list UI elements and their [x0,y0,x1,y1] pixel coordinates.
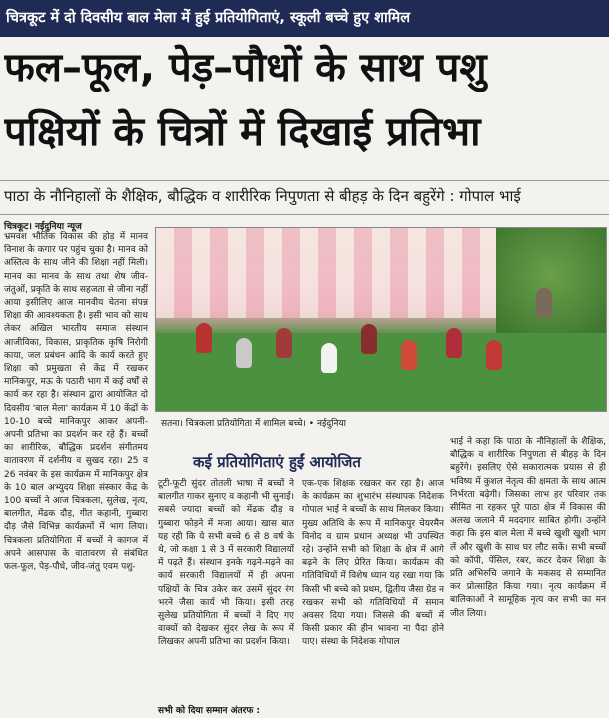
child-figure [401,340,417,370]
subheadline: पाठा के नौनिहालों के शैक्षिक, बौद्धिक व शारीरिक निपुणता से बीहड़ के दिन बहुरेंगे : गोपाल भाई [4,187,521,205]
headline-line-1: फल–फूल, पेड़–पौधों के साथ पशु [4,45,487,91]
news-photo [155,227,607,412]
byline: चित्रकूट। नईदुनिया न्यूज [4,222,82,232]
child-figure [446,328,462,358]
section-heading: कई प्रतियोगिताएं हुईं आयोजित [193,453,361,471]
divider [0,180,609,181]
child-figure [236,338,252,368]
child-figure [276,328,292,358]
child-figure [536,288,552,318]
child-figure [486,340,502,370]
top-strap: चित्रकूट में दो दिवसीय बाल मेला में हुई प्रतियोगिताएं, स्कूली बच्चे हुए शामिल [0,0,609,37]
article-column-1: भ्रमवश भौतिक विकास की होड़ में मानव विनाश के कगार पर पहुंच चुका है। मानव को अस्तित्व के साथ जीने की शिक्षा नहीं मिली। मानव का मानव के साथ तथा शेष जीव-जंतुओं, प्रकृति के साथ सहजता से जीना नहीं आया इसीलिए आज मानवीय चेतना संपन्न शिक्षा की आवश्यकता है। इसी भाव को साथ लेकर अखिल भारतीय समाज संस्थान आजीविका, विकास, प्राकृतिक कृषि निरोगी काया, जल प्रबंधन आदि के कार्य करते हुए शिक्षा को प्रमुखता से केंद्र में रखकर मानिकपुर, मऊ के पठारी भाग में कई वर्षों से कार्य कर रहा है। संस्थान द्वारा आयोजित दो दिवसीय 'बाल मेला' कार्यक्रम में 10 केंद्रों के 10-10 बच्चे मानिकपुर आकर अपनी-अपनी प्रतिभा का प्रदर्शन कर रहे हैं। बच्चों का शारीरिक, बौद्धिक प्रदर्शन संगीतमय वातावरण में दर्शनीय व सुखद रहा। 25 व 26 नवंबर के इस कार्यक्रम में मानिकपुर क्षेत्र के 10 बाल अभ्युदय शिक्षा संस्कार केंद्र के 100 बच्चों ने आज चित्रकला, सुलेख, नृत्य, बालगीत, मेंढक दौड़, गीत कहानी, गुब्बारा दौड़ जैसे विभिन्न कार्यक्रमों में भाग लिया। चित्रकला प्रतियोगिता में बच्चों ने कागज में अपने आसपास के वातावरण से संबंधित फल-फूल, पेड़-पौधे, जीव-जंतु एवम पशु- [4,232,148,573]
child-figure [196,323,212,353]
bottom-subhead: सभी को दिया सम्मान अंतरफ : [158,706,261,716]
divider [0,214,609,215]
article-column-4: भाई ने कहा कि पाठा के नौनिहालों के शैक्षिक, बौद्धिक व शारीरिक निपुणता से बीहड़ के दिन बहुरेंगे। इसलिए ऐसे सकारात्मक प्रयास से ही भविष्य में कुशल नेतृत्व की क्षमता के साथ आत्म निर्भरता बढ़ेगी। जिसका लाभ हर परिवार तक सीमित ना रहकर पूरे पाठा क्षेत्र में विकास की अलख जलाने में मददगार साबित होगी। उन्होंने कहा कि इस बाल मेला में बच्चे खुशी खुशी भाग लें और खुशी के साथ घर लौट सकें। सभी बच्चों को कॉपी, पेंसिल, रबर, कटर देकर शिक्षा के प्रति अभिरुचि जगाने के मकसद से सम्मानित कर प्रोत्साहित किया गया। नृत्य कार्यक्रम में बालिकाओं ने सामूहिक नृत्य कर सभी का मन जीत लिया। [450,437,606,619]
headline-line-2: पक्षियों के चित्रों में दिखाई प्रतिभा [4,109,481,155]
child-figure [321,343,337,373]
article-column-2: टूटी-फूटी सुंदर तोतली भाषा में बच्चों ने बालगीत गाकर सुनाए व कहानी भी सुनाई। सबसे ज्यादा बच्चों को मेंढक दौड़ व गुब्बारा फोड़ने में मजा आया। खास बात यह रही कि ये सभी बच्चे 6 से 8 वर्ष के थे, जो कक्षा 1 से 3 में सरकारी विद्यालयों में पढ़ते हैं। संस्थान इनके गढ़ने-मढ़ने का कार्य सरकारी विद्यालयों में ही अपना पक्षियों के चित्र उकेर कर उसमें सुंदर रंग भरने जैसा कार्य भी किया। इसी तरह सुलेख प्रतियोगिता में बच्चों ने दिए गए वाक्यों को देखकर सुंदर लेख के रूप में लिखकर अपनी प्रतिभा का प्रदर्शन किया। [158,479,294,648]
tree [496,228,606,348]
child-figure [361,324,377,354]
article-column-3: एक-एक शिक्षक रखकर कर रहा है। आज के कार्यक्रम का शुभारंभ संस्थापक निदेशक गोपाल भाई ने बच्चों के साथ मिलकर किया। मुख्य अतिथि के रूप में मानिकपुर चेयरमैन विनोद व ग्राम प्रधान अध्यक्ष भी उपस्थित रहे। उन्होंने सभी को शिक्षा के क्षेत्र में आगे बढ़ने के लिए प्रेरित किया। कार्यक्रम की गतिविधियों में विशेष ध्यान यह रखा गया कि किसी भी बच्चे को प्रथम, द्वितीय जैसा ग्रेड न रखकर सभी को गतिविधियों में समान अवसर दिया गया। जिससे की बच्चों में किसी प्रकार की हीन भावना ना पैदा होने पाए। संस्था के निदेशक गोपाल [302,479,444,648]
lawn [156,333,606,412]
photo-caption: सतना। चित्रकला प्रतियोगिता में शामिल बच्चे। • नईदुनिया [155,415,607,433]
